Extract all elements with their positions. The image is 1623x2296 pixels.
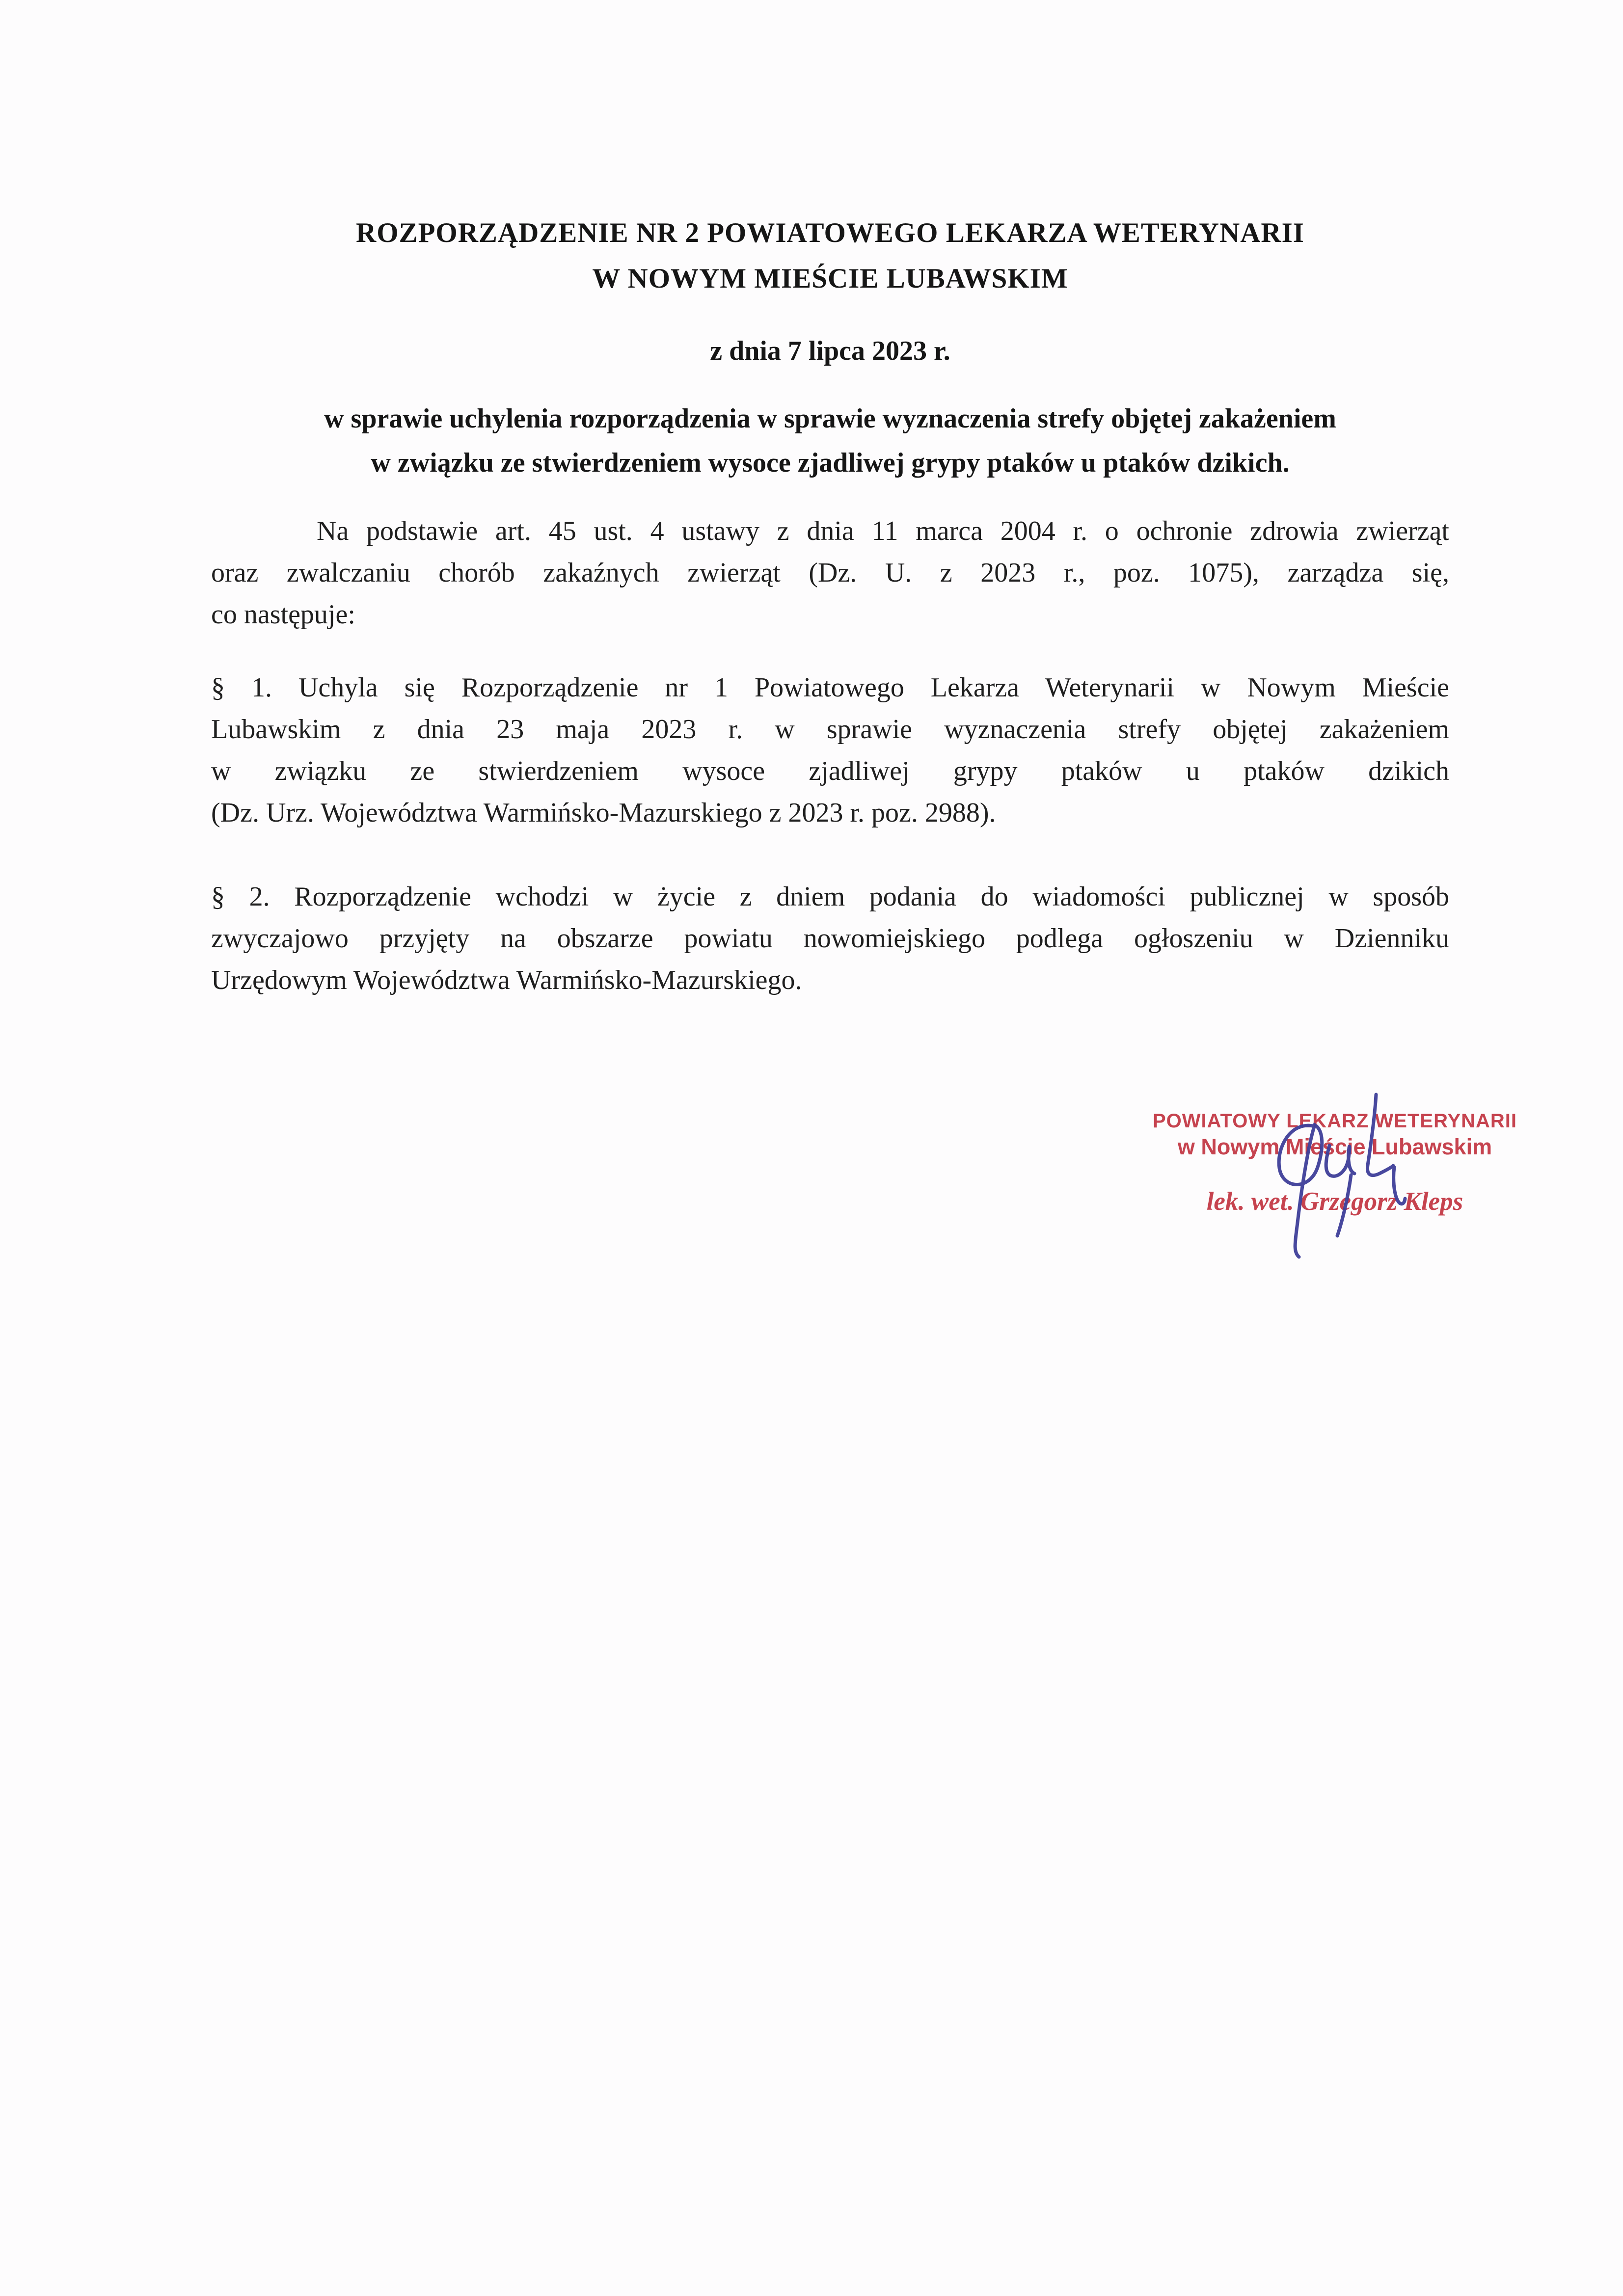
section-2-paragraph [211, 876, 1449, 1001]
text-line: co następuje: [211, 599, 355, 630]
preamble-paragraph [211, 510, 1449, 636]
document-body [211, 0, 1449, 1001]
text-line: zwyczajowo przyjęty na obszarze powiatu nowomiejskiego podlega ogłoszeniu w Dzienniku [211, 923, 1449, 954]
title-line-2: W NOWYM MIEŚCIE LUBAWSKIM [592, 263, 1068, 294]
text-line: (Dz. Urz. Województwa Warmińsko-Mazurskiego z 2023 r. poz. 2988). [211, 798, 996, 828]
subject-line-1: w sprawie uchylenia rozporządzenia w sprawie wyznaczenia strefy objętej zakażeniem [324, 403, 1336, 434]
stamp-office-location: w Nowym Mieście Lubawskim [1177, 1134, 1492, 1159]
official-stamp [1148, 1108, 1522, 1216]
text-line: w związku ze stwierdzeniem wysoce zjadliwej grypy ptaków u ptaków dzikich [211, 756, 1449, 786]
document-title [211, 210, 1449, 301]
text-line: § 1. Uchyla się Rozporządzenie nr 1 Powiatowego Lekarza Weterynarii w Nowym Mieście [211, 672, 1449, 703]
text-line: Urzędowym Województwa Warmińsko-Mazurskiego. [211, 965, 802, 995]
stamp-office-title: POWIATOWY LEKARZ WETERYNARII [1152, 1110, 1517, 1132]
document-subject [211, 397, 1449, 485]
stamp-signatory-name: lek. wet. Grzegorz Kleps [1206, 1187, 1463, 1216]
text-line: Na podstawie art. 45 ust. 4 ustawy z dnia 11 marca 2004 r. o ochronie zdrowia zwierząt [317, 516, 1449, 546]
text-line: oraz zwalczaniu chorób zakaźnych zwierząt (Dz. U. z 2023 r., poz. 1075), zarządza się, [211, 558, 1449, 588]
text-line: § 2. Rozporządzenie wchodzi w życie z dniem podania do wiadomości publicznej w sposób [211, 881, 1449, 912]
section-1-paragraph [211, 667, 1449, 834]
document-date: z dnia 7 lipca 2023 r. [710, 336, 950, 366]
subject-line-2: w związku ze stwierdzeniem wysoce zjadliwej grypy ptaków u ptaków dzikich. [371, 448, 1290, 478]
title-line-1: ROZPORZĄDZENIE NR 2 POWIATOWEGO LEKARZA WETERYNARII [356, 217, 1304, 248]
text-line: Lubawskim z dnia 23 maja 2023 r. w sprawie wyznaczenia strefy objętej zakażeniem [211, 714, 1449, 745]
